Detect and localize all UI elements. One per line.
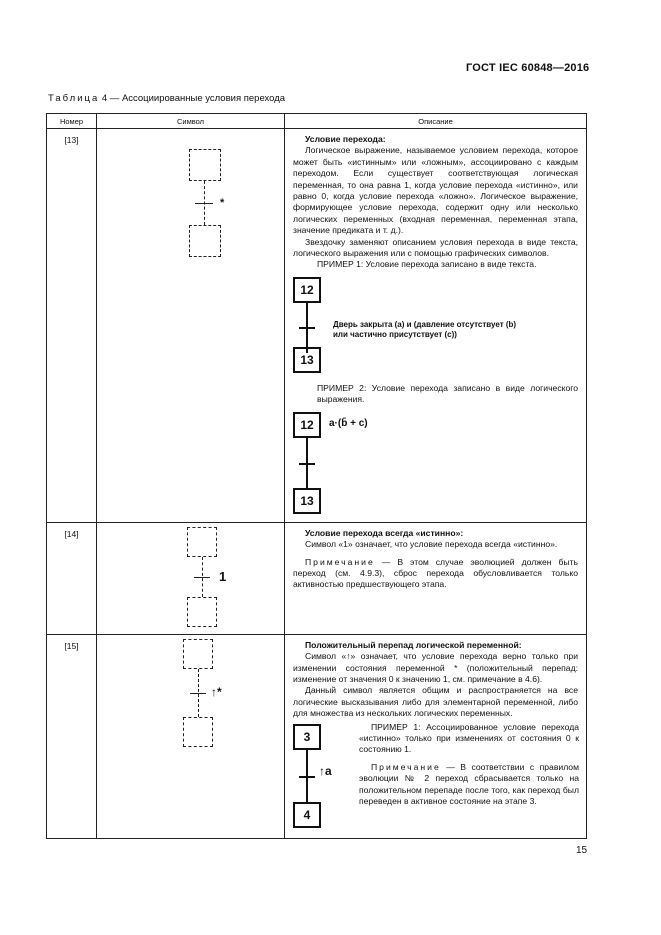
example-diagram [293,720,353,832]
transition-bar [194,577,210,578]
rising-edge-condition: ↑a [319,763,332,778]
transition-bar [195,203,213,204]
caption-prefix: Таблица [48,93,100,104]
standard-header: ГОСТ IEC 60848—2016 [466,62,590,74]
row-title: Положительный перепад логической переменной: [305,639,522,650]
transition-bar [299,776,315,778]
example-label: ПРИМЕР 1: Ассоциированное условие перехода «истинно» только при изменениях от состояния 0 к состоянию 1. [359,721,579,755]
condition-asterisk: * [220,197,225,209]
row-paragraph: Звездочку заменяют описанием условия перехода в виде текста, логического выражения или с помощью графических символов. [293,236,578,259]
row-paragraph: Символ «1» означает, что условие перехода всегда «истинно». [305,539,558,550]
step-box-lower [189,225,221,257]
table-row [47,522,587,634]
col-description-header: Описание [285,114,587,129]
example-label: ПРИМЕР 1: Условие перехода записано в виде текста. [317,259,537,270]
note-text: — В соответствии с правилом эволюции № 2 переход сбрасывается только на положительном перепаде после того, как переход был переведен в активное состояние на этапе 3. [359,761,579,806]
rising-edge-symbol: ↑* [211,684,222,699]
example1-diagram [293,271,578,375]
row-paragraph: Логическое выражение, называемое условием перехода, которое может быть «истинным» или «ложным», ассоциировано с каждым переходом. Если существует соответствующая логическая переменная, то она равна 1, когда условие перехода «истинно», или равно 0, когда условие перехода «ложно». Логическое выражение, формирующее условие перехода, содержит одну или несколько логических переменных (входная переменная, переменная этапа, значение предиката и т. д.). [293,145,578,236]
transition-symbol [97,635,284,830]
row-number: [15] [47,634,97,838]
symbol-cell [97,522,285,634]
table-caption [48,93,285,104]
transition-symbol [97,523,284,631]
step-box-upper [189,149,221,181]
condition-line2: или частично присутствует (c)) [333,329,457,339]
col-symbol-header: Символ [97,114,285,129]
note-text: — В этом случае эволюцией должен быть переход (см. 4.9.3), сброс перехода обусловливается только активностью предшествующего этапа. [293,556,578,590]
col-number-header: Номер [47,114,97,129]
table-header-row [47,114,587,129]
note-label: Примечание [371,761,441,772]
step-box-12: 12 [293,412,321,438]
row-number: [14] [47,522,97,634]
example-label: ПРИМЕР 2: Условие перехода записано в виде логического выражения. [317,382,578,405]
transition-bar [299,327,315,329]
step-box-upper [183,639,213,669]
caption-text: 4 — Ассоциированные условия перехода [99,93,286,104]
condition-expression: a·(b̄ + c) [329,417,368,429]
condition-text [333,320,516,340]
row-paragraph: Символ «↑» означает, что условие перехода верно только при изменении состояния переменной * (положительный перепад: изменение от значения 0 к значению 1, см. примечание в 4.6). [293,651,578,684]
step-box-13: 13 [293,347,321,373]
condition-line1: Дверь закрыта (a) и (давление отсутствует (b) [333,319,517,329]
transition-conditions-table [46,113,587,839]
transition-symbol [97,129,284,499]
row-note [293,557,578,591]
row-title: Условие перехода: [305,134,386,144]
example2-diagram [293,406,578,518]
description-cell [285,522,587,634]
table-row [47,129,587,523]
row-number: [13] [47,129,97,523]
step-box-12: 12 [293,277,321,303]
description-cell [285,129,587,523]
step-box-13: 13 [293,488,321,514]
symbol-cell [97,634,285,838]
page-number: 15 [576,845,588,856]
example-text [359,722,579,808]
step-box-lower [187,597,217,627]
condition-one: 1 [219,568,227,584]
row-paragraph: Данный символ является общим и распространяется на все логические высказывания либо для элементарной переменной, либо для множества из нескольких логических переменных. [293,685,578,719]
row-note [359,762,579,808]
transition-bar [190,693,206,694]
step-box-upper [187,527,217,557]
step-box-3: 3 [293,724,321,750]
row-title: Условие перехода всегда «истинно»: [305,527,464,538]
step-box-4: 4 [293,802,321,828]
example-area [293,720,578,834]
note-label: Примечание [305,556,375,567]
symbol-cell [97,129,285,523]
table-row [47,634,587,838]
step-box-lower [183,717,213,747]
transition-bar [299,463,315,465]
description-cell [285,634,587,838]
